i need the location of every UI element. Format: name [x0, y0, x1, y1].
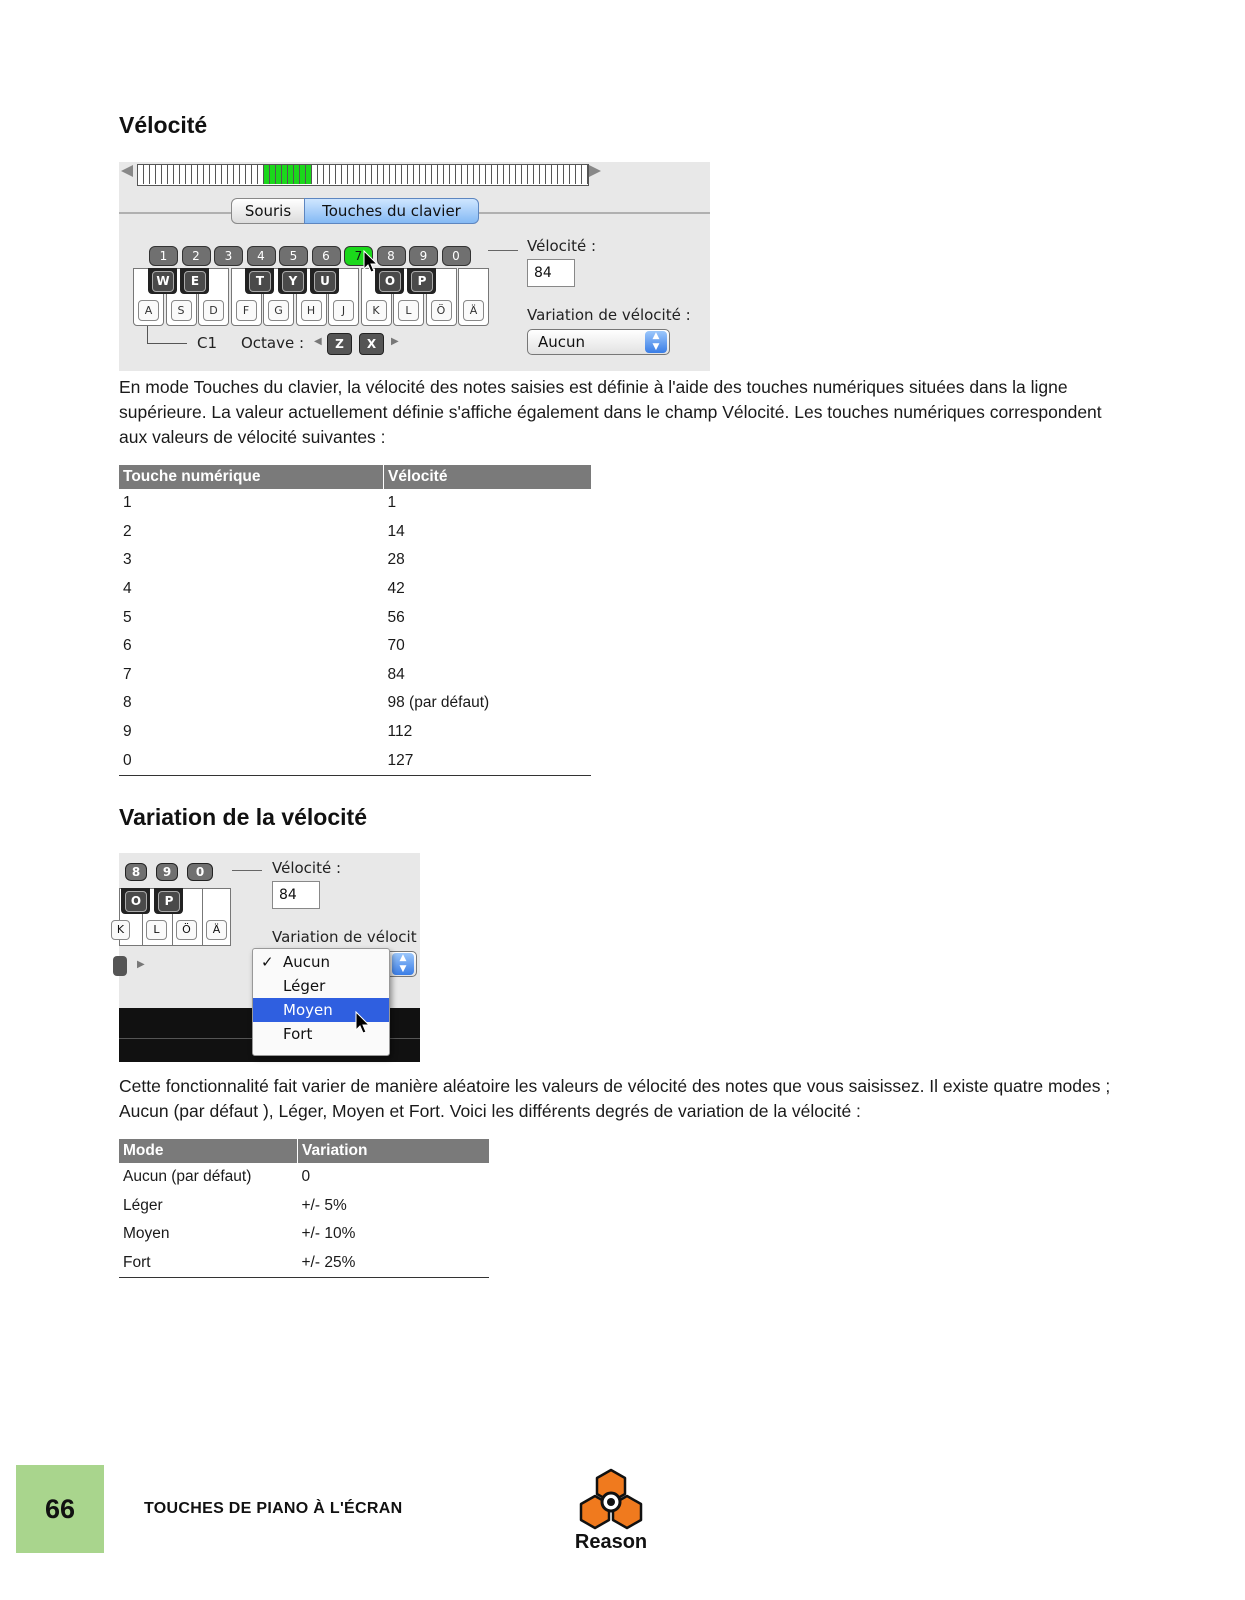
chapter-title: TOUCHES DE PIANO À L'ÉCRAN [144, 1500, 403, 1517]
table-header-row [119, 465, 591, 489]
menu-item-leger[interactable] [253, 974, 389, 998]
key-label: P [411, 271, 433, 292]
table-cell: 4 [123, 580, 132, 598]
table-cell: 14 [387, 522, 405, 540]
table-cell: 112 [387, 723, 413, 741]
black-key[interactable] [180, 268, 209, 294]
number-key[interactable]: 9 [156, 863, 178, 881]
c1-bracket [147, 326, 148, 344]
table-cell: 8 [123, 694, 132, 712]
table-row [119, 661, 591, 690]
table-cell: 42 [387, 580, 405, 598]
table-cell: 3 [123, 551, 132, 569]
table-row [119, 632, 591, 661]
octave-up-key[interactable]: X [359, 333, 384, 355]
table-cell: Moyen [123, 1225, 170, 1243]
table-row [119, 575, 591, 604]
key-label: W [152, 271, 174, 292]
c1-label: C1 [197, 334, 218, 352]
table-cell: Fort [119, 1249, 298, 1278]
table-row [119, 518, 591, 547]
number-key-7[interactable]: 7 [344, 246, 373, 266]
table-row [119, 1220, 489, 1249]
black-key[interactable] [245, 268, 274, 294]
number-key-6[interactable]: 6 [312, 246, 341, 266]
table-row [119, 1249, 489, 1278]
key-label: D [203, 300, 224, 321]
key-label: F [236, 300, 257, 321]
key-label: Ö [431, 300, 452, 321]
key-label: E [184, 271, 206, 292]
table-cell: 28 [387, 551, 405, 569]
white-key[interactable] [458, 268, 489, 326]
table-row [119, 1192, 489, 1221]
mouse-cursor-icon [355, 1011, 371, 1035]
menu-item-label: Aucun [283, 953, 331, 971]
velocity-field[interactable]: 84 [272, 881, 320, 909]
black-key[interactable] [407, 268, 436, 294]
column-header: Touche numérique [119, 465, 384, 489]
number-key-3[interactable]: 3 [214, 246, 243, 266]
number-key-2[interactable]: 2 [182, 246, 211, 266]
table-row [119, 689, 591, 718]
key-label: J [333, 300, 354, 321]
table-cell: 7 [123, 665, 132, 683]
variation-value: Aucun [538, 333, 586, 351]
menu-item-aucun[interactable] [253, 950, 389, 974]
page-number-box [16, 1465, 104, 1553]
black-key[interactable] [310, 268, 339, 294]
table-cell: 6 [123, 637, 132, 655]
page-number: 66 [44, 1494, 76, 1524]
key-label: L [146, 920, 167, 940]
table-cell: 1 [123, 494, 132, 512]
key-label: K [111, 920, 130, 940]
reason-logo-icon [573, 1468, 649, 1532]
key-label: G [268, 300, 289, 321]
table-cell: 5 [123, 608, 132, 626]
column-header: Mode [119, 1139, 298, 1163]
octave-down-key[interactable]: Z [327, 333, 352, 355]
logo-text: Reason [574, 1531, 648, 1553]
key-label: S [171, 300, 192, 321]
stepper-icon: ▲ ▼ [645, 331, 667, 353]
strip-key [582, 165, 588, 184]
intro-paragraph: En mode Touches du clavier, la vélocité des notes saisies est définie à l'aide des touches numériques situées dans la ligne supérieure. La valeur actuellement définie s'affiche également dans le champ Vélocité. Les touches numériques correspondent aux valeurs de vélocité suivantes : [119, 377, 1102, 447]
black-key[interactable] [121, 888, 150, 914]
octave-key-partial[interactable] [113, 956, 127, 976]
octave-left-icon: ◀ [314, 336, 322, 347]
table-cell: 1 [387, 494, 397, 512]
octave-label: Octave : [241, 334, 305, 352]
key-label: L [398, 300, 419, 321]
menu-item-label: Léger [283, 977, 326, 995]
number-key[interactable]: 0 [187, 863, 213, 881]
black-key[interactable] [278, 268, 307, 294]
table-row [119, 603, 591, 632]
key-label: K [366, 300, 387, 321]
variation-dropdown-menu [252, 948, 390, 1056]
table-cell: Aucun (par défaut) [123, 1168, 252, 1186]
key-label: U [314, 271, 336, 292]
variation-table [119, 1139, 489, 1278]
tab-souris[interactable]: Souris [231, 198, 305, 224]
menu-item-label: Moyen [283, 1001, 333, 1019]
menu-item-label: Fort [283, 1025, 313, 1043]
number-key-0[interactable]: 0 [442, 246, 471, 266]
variation-label: Variation de vélocité : [527, 306, 691, 324]
table-cell: +/- 5% [301, 1196, 347, 1214]
variation-menu-screenshot [116, 853, 420, 1062]
table-cell: 2 [123, 522, 132, 540]
table-cell: 56 [387, 608, 405, 626]
number-key-9[interactable]: 9 [409, 246, 438, 266]
table-cell: 98 (par défaut) [387, 694, 490, 712]
column-header: Vélocité [384, 465, 592, 489]
key-label: O [125, 891, 147, 912]
piano-strip [137, 164, 589, 186]
table-cell: +/- 25% [298, 1249, 490, 1278]
table-row [119, 746, 591, 775]
table-row [119, 546, 591, 575]
number-key-8[interactable]: 8 [377, 246, 406, 266]
connector-line [232, 870, 262, 871]
octave-right-icon: ▶ [137, 959, 145, 970]
velocity-label: Vélocité : [272, 859, 342, 877]
number-key[interactable]: 8 [125, 863, 147, 881]
variation-paragraph: Cette fonctionnalité fait varier de manière aléatoire les valeurs de vélocité des notes que vous saisissez. Il existe quatre modes ; Aucun (par défaut ), Léger, Moyen et Fort. Voici les différents degrés de variation de la vélocité : [119, 1076, 1111, 1121]
key-label: Ä [206, 920, 227, 940]
table-row [119, 489, 591, 518]
scroll-right-icon [589, 165, 601, 177]
black-key[interactable] [375, 268, 404, 294]
column-header: Variation [298, 1139, 490, 1163]
key-label: T [249, 271, 271, 292]
key-label: A [138, 300, 159, 321]
checkmark-icon: ✓ [261, 953, 274, 971]
number-key-4[interactable]: 4 [247, 246, 276, 266]
scroll-left-icon [121, 165, 133, 177]
mouse-cursor-icon [363, 250, 379, 274]
key-label: Y [282, 271, 304, 292]
table-cell: 0 [301, 1168, 311, 1186]
key-label: O [379, 271, 401, 292]
velocity-table [119, 465, 591, 776]
section-heading-variation: Variation de la vélocité [119, 804, 367, 830]
stepper-icon: ▲ ▼ [392, 953, 414, 975]
variation-popup[interactable] [527, 329, 670, 355]
table-cell: 84 [387, 665, 405, 683]
octave-right-icon: ▶ [391, 336, 399, 347]
keyboard-screenshot [119, 162, 710, 371]
number-key-5[interactable]: 5 [279, 246, 308, 266]
c1-bracket-line [147, 343, 187, 344]
number-key-1[interactable]: 1 [149, 246, 178, 266]
tab-touches-du-clavier[interactable]: Touches du clavier [304, 198, 479, 224]
table-cell: 127 [384, 746, 592, 775]
table-cell: Léger [123, 1196, 163, 1214]
section-heading-velocity: Vélocité [119, 112, 208, 138]
table-header-row [119, 1139, 489, 1163]
key-label: H [301, 300, 322, 321]
velocity-field[interactable]: 84 [527, 259, 575, 287]
key-label: Ä [463, 300, 484, 321]
table-cell: 70 [387, 637, 405, 655]
table-cell: 9 [123, 723, 132, 741]
table-row [119, 1163, 489, 1192]
key-label: Ö [176, 920, 197, 940]
table-cell: +/- 10% [301, 1225, 356, 1243]
key-label: P [158, 891, 180, 912]
table-row [119, 718, 591, 747]
connector-line [488, 250, 518, 251]
velocity-label: Vélocité : [527, 237, 597, 255]
table-cell: 0 [119, 746, 384, 775]
black-key[interactable] [154, 888, 183, 914]
variation-label: Variation de vélocit [272, 928, 417, 946]
black-key[interactable] [148, 268, 177, 294]
